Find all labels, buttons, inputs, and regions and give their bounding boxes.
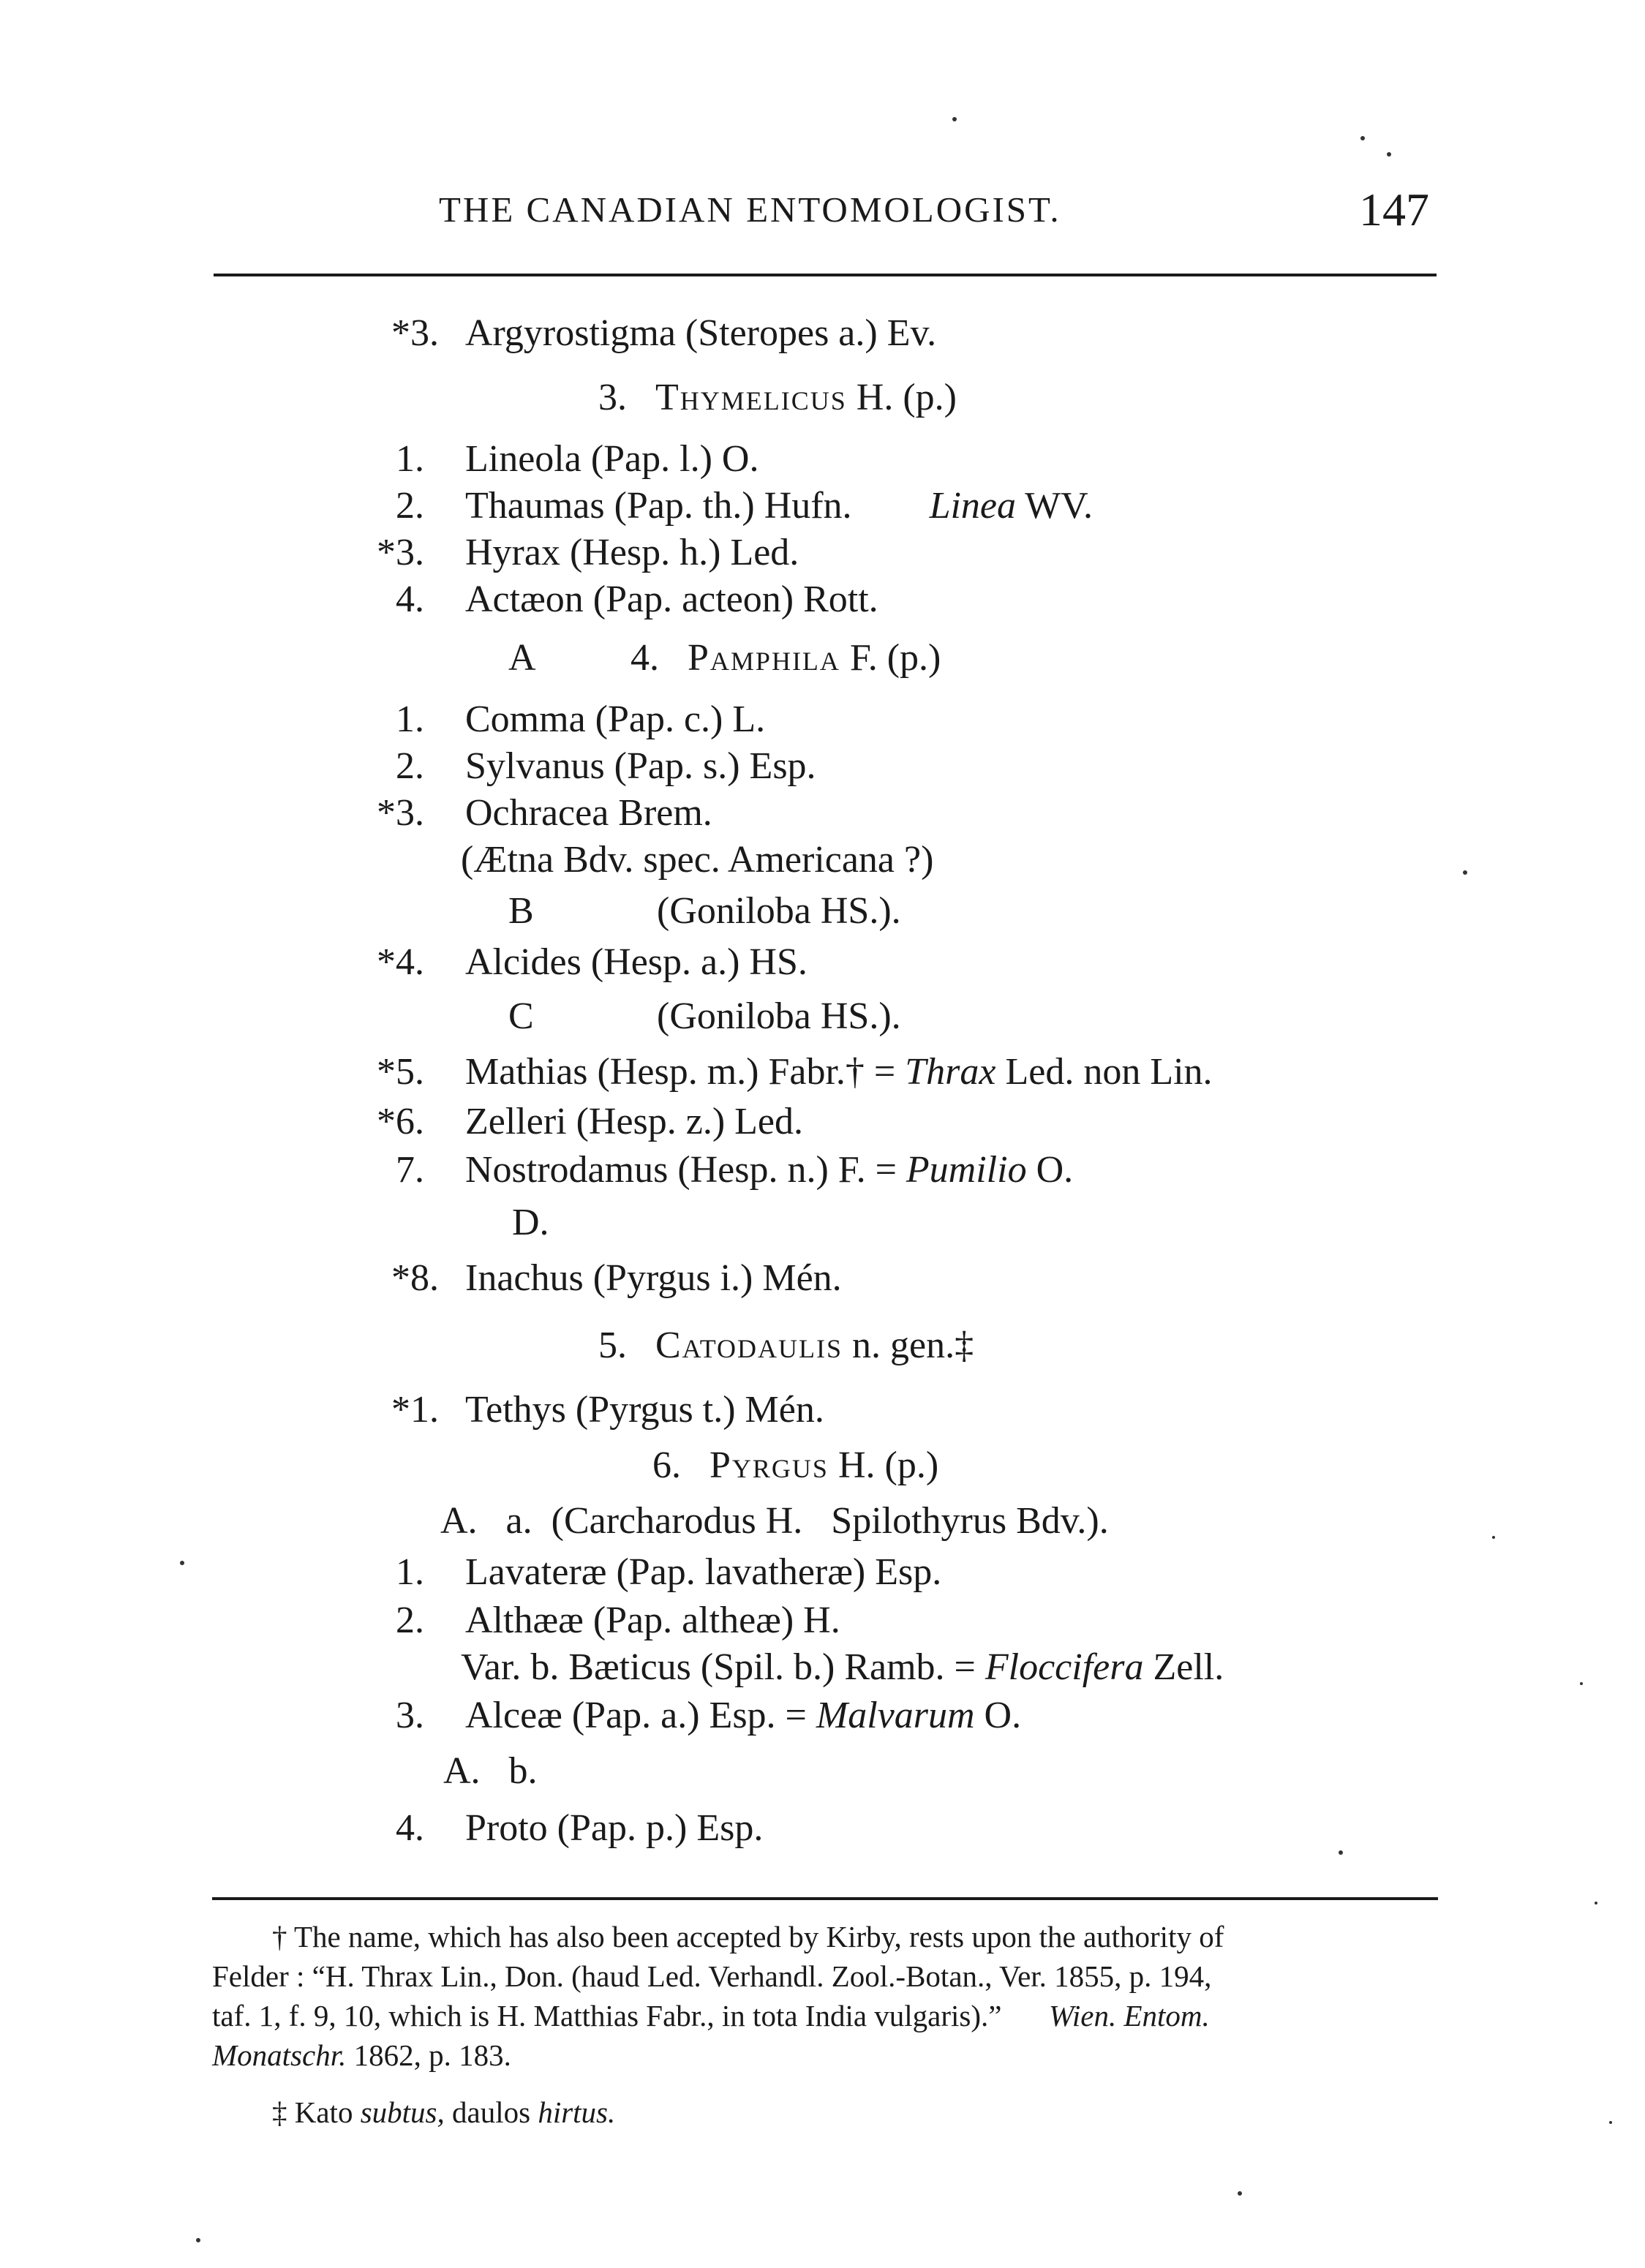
footnote-ddagger	[272, 2095, 616, 2129]
entry-text	[465, 1053, 1213, 1091]
entry-number: 2.	[396, 1600, 424, 1641]
synonym: Floccifera	[985, 1646, 1144, 1688]
entry-number: 2.	[396, 485, 424, 527]
footnote-journal: Wien. Entom.	[1048, 1999, 1210, 2032]
genus-number: 5.	[598, 1325, 627, 1366]
entry-number: *6.	[377, 1101, 424, 1142]
entry-number: 7.	[396, 1149, 424, 1191]
genus-heading	[630, 639, 941, 677]
page-number: 147	[1359, 184, 1429, 236]
entry-number: 2.	[396, 745, 424, 787]
entry-number: 3.	[396, 1695, 424, 1736]
footnote-journal: Monatschr.	[212, 2038, 347, 2072]
footnote-rule	[212, 1897, 1438, 1900]
entry-main: Thaumas (Pap. th.) Hufn.	[465, 485, 852, 527]
synonym-author: WV.	[1025, 485, 1093, 527]
entry-main: Var. b. Bæticus (Spil. b.) Ramb. =	[461, 1646, 976, 1688]
genus-number: 3.	[598, 377, 627, 418]
section-note: (Goniloba HS.).	[657, 890, 901, 932]
footnote-italic: hirtus.	[538, 2095, 616, 2129]
synonym: Pumilio	[906, 1149, 1027, 1191]
footnote-italic: subtus,	[360, 2095, 445, 2129]
entry-number: *5.	[377, 1051, 424, 1093]
scan-speck	[1609, 2121, 1612, 2124]
entry-number: 4.	[396, 1807, 424, 1849]
entry-text: Lavateræ (Pap. lavatheræ) Esp.	[465, 1551, 942, 1593]
entry-number: *8.	[391, 1257, 439, 1299]
entry-main: Nostrodamus (Hesp. n.) F. =	[465, 1149, 897, 1191]
entry-text: Hyrax (Hesp. h.) Led.	[465, 532, 799, 573]
genus-name: Pamphila	[688, 637, 840, 679]
entry-text: Actæon (Pap. acteon) Rott.	[465, 579, 878, 620]
entry-main: Alceæ (Pap. a.) Esp. =	[465, 1695, 807, 1736]
footnote-dagger-line-2: Felder : “H. Thrax Lin., Don. (haud Led. Verhandl. Zool.-Botan., Ver. 1855, p. 194,	[212, 1959, 1212, 1993]
section-letter: D.	[512, 1202, 549, 1243]
entry-main: Mathias (Hesp. m.) Fabr.† =	[465, 1051, 896, 1093]
genus-heading	[598, 379, 957, 417]
section-note: A. b.	[443, 1750, 538, 1792]
genus-name: Catodaulis	[655, 1325, 843, 1366]
synonym-author: Zell.	[1153, 1646, 1224, 1688]
entry-text: Tethys (Pyrgus t.) Mén.	[465, 1389, 824, 1431]
entry-number: *3.	[391, 312, 439, 354]
variety-entry	[461, 1646, 1224, 1688]
genus-heading	[652, 1444, 939, 1486]
entry-text	[465, 1697, 1021, 1735]
synonym-author: Led. non Lin.	[1005, 1051, 1213, 1093]
entry-note: (Ætna Bdv. spec. Americana ?)	[461, 839, 934, 881]
running-header: THE CANADIAN ENTOMOLOGIST.	[439, 189, 1061, 230]
scan-speck	[1580, 1682, 1583, 1685]
entry-text: Althææ (Pap. altheæ) H.	[465, 1600, 840, 1641]
entry-number: *3.	[377, 532, 424, 573]
entry-number: 4.	[396, 579, 424, 620]
genus-author: H. (p.)	[837, 1444, 939, 1486]
entry-text: Ochracea Brem.	[465, 792, 712, 834]
entry-text	[465, 487, 1093, 525]
genus-number: 4.	[630, 637, 659, 679]
genus-author: H. (p.)	[856, 377, 957, 418]
section-note: (Goniloba HS.).	[657, 995, 901, 1037]
scan-speck	[196, 2238, 200, 2242]
footnote-dagger-line-4	[212, 2038, 511, 2072]
entry-number: *4.	[377, 941, 424, 983]
entry-text: Argyrostigma (Steropes a.) Ev.	[465, 312, 937, 354]
synonym-author: O.	[1036, 1149, 1074, 1191]
scan-speck	[1492, 1536, 1495, 1539]
scan-speck	[1360, 136, 1365, 140]
footnote-text: ‡ Kato	[272, 2095, 353, 2129]
footnote-dagger-line-3	[212, 2001, 1210, 2031]
entry-text: Comma (Pap. c.) L.	[465, 698, 766, 740]
footnote-text: taf. 1, f. 9, 10, which is H. Matthias Fabr., in tota India vulgaris).”	[212, 1999, 1002, 2032]
section-letter: A	[508, 637, 536, 679]
footnote-dagger-line-1: † The name, which has also been accepted by Kirby, rests upon the authority of	[272, 1920, 1224, 1954]
entry-number: 1.	[396, 1551, 424, 1593]
section-letter: B	[508, 890, 534, 932]
entry-text: Proto (Pap. p.) Esp.	[465, 1807, 764, 1849]
scan-speck	[1339, 1850, 1343, 1855]
genus-heading	[598, 1327, 974, 1365]
scan-speck	[952, 117, 957, 121]
entry-text: Zelleri (Hesp. z.) Led.	[465, 1101, 804, 1142]
scan-speck	[1387, 152, 1391, 157]
section-note: A. a. (Carcharodus H. Spilothyrus Bdv.).	[440, 1500, 1109, 1542]
synonym: Thrax	[905, 1051, 996, 1093]
scan-speck	[1463, 870, 1467, 875]
entry-text: Alcides (Hesp. a.) HS.	[465, 941, 808, 983]
synonym: Linea	[929, 485, 1017, 527]
entry-number: *3.	[377, 792, 424, 834]
genus-number: 6.	[652, 1444, 681, 1486]
entry-text: Sylvanus (Pap. s.) Esp.	[465, 745, 816, 787]
synonym: Malvarum	[816, 1695, 975, 1736]
entry-text	[465, 1151, 1073, 1189]
entry-number: 1.	[396, 438, 424, 480]
entry-number: 1.	[396, 698, 424, 740]
scan-speck	[180, 1561, 184, 1565]
genus-name: Thymelicus	[655, 377, 847, 418]
genus-name: Pyrgus	[709, 1444, 829, 1486]
footnote-text: 1862, p. 183.	[353, 2038, 511, 2072]
header-rule	[214, 274, 1437, 276]
section-letter: C	[508, 995, 534, 1037]
entry-text: Inachus (Pyrgus i.) Mén.	[465, 1257, 842, 1299]
scan-speck	[1238, 2191, 1242, 2196]
entry-text: Lineola (Pap. l.) O.	[465, 438, 759, 480]
scan-speck	[1595, 1902, 1597, 1905]
footnote-text: daulos	[452, 2095, 531, 2129]
genus-author: F. (p.)	[849, 637, 941, 679]
genus-author: n. gen.‡	[852, 1325, 974, 1366]
entry-number: *1.	[391, 1389, 439, 1431]
synonym-author: O.	[984, 1695, 1022, 1736]
